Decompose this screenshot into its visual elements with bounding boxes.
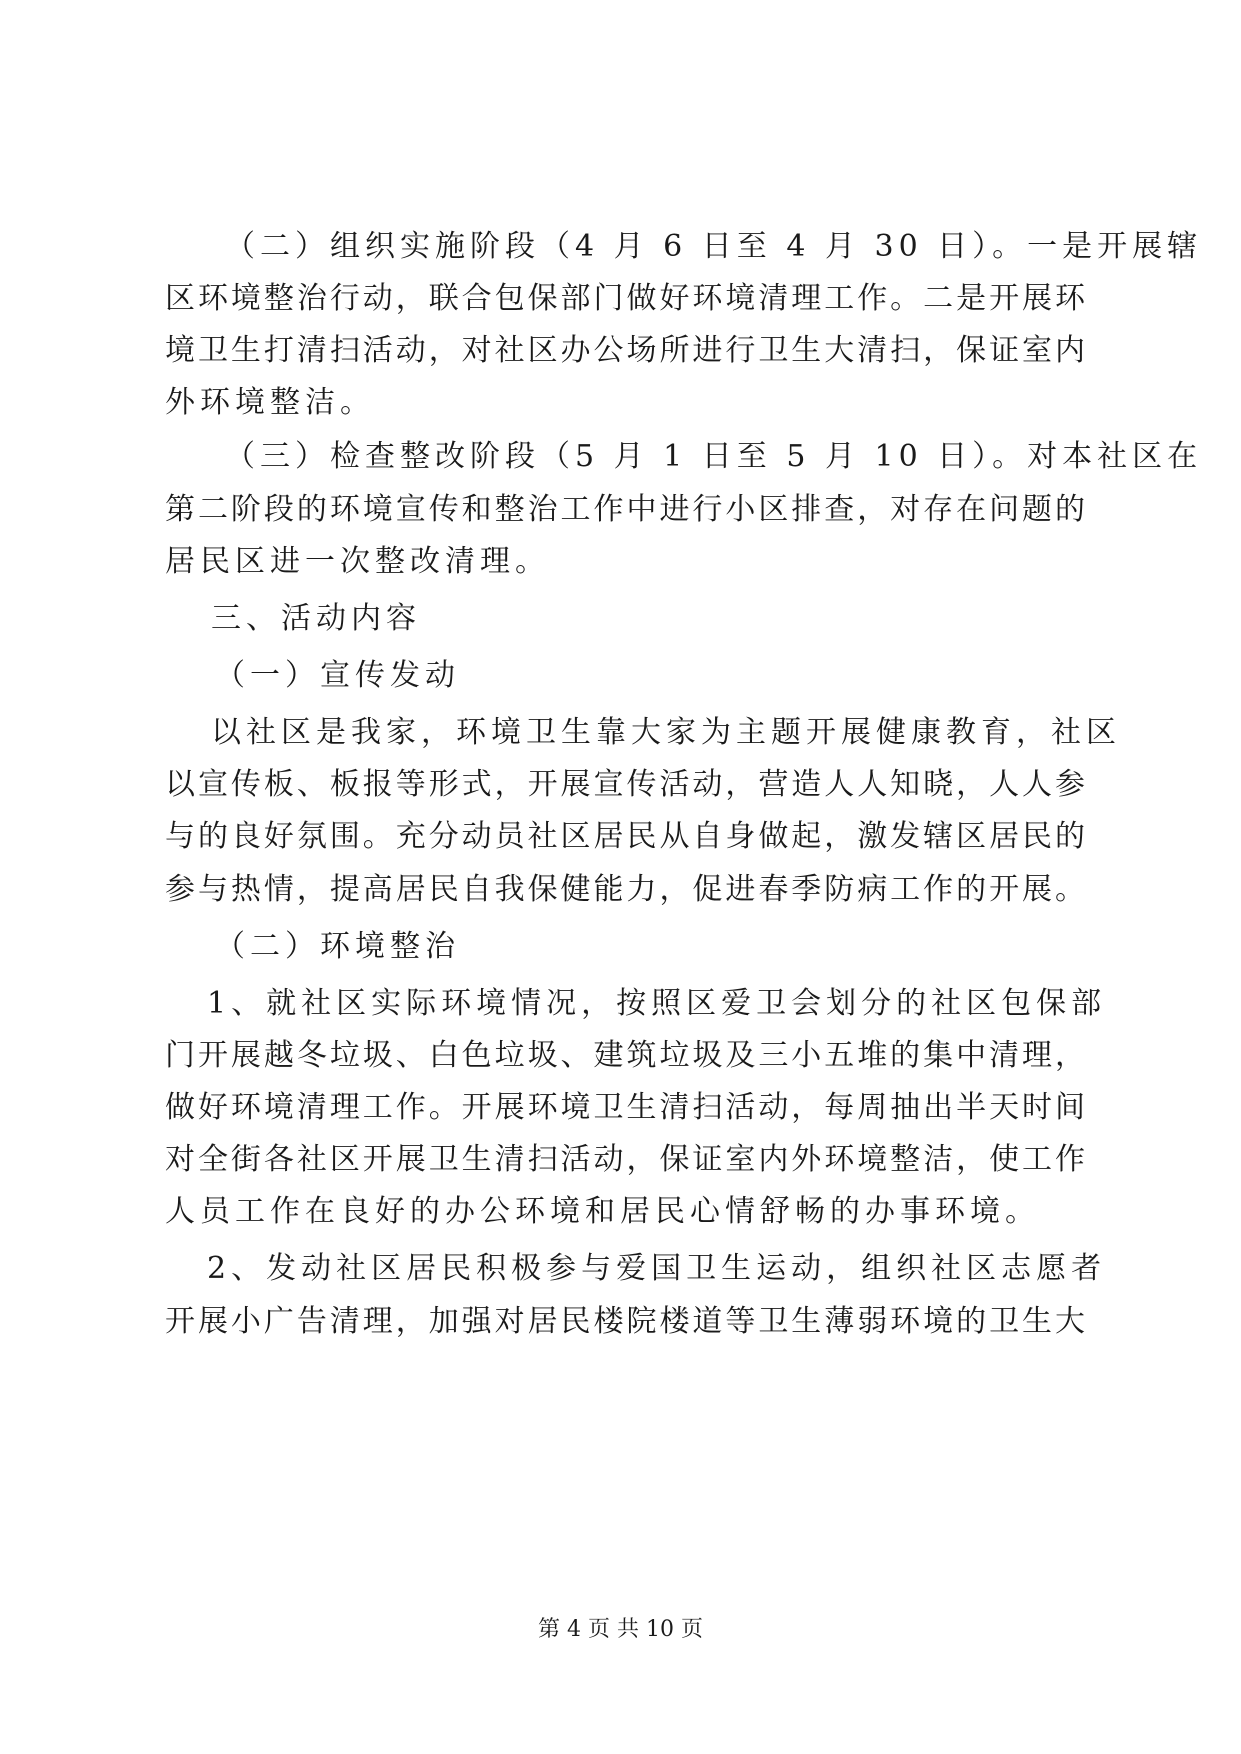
text-line: 参与热情，提高居民自我保健能力，促进春季防病工作的开展。 — [165, 872, 1085, 907]
section-heading: 三、活动内容 — [211, 601, 421, 636]
text-line: （二）组织实施阶段（4 月 6 日至 4 月 30 日）。一是开展辖 — [225, 229, 1203, 264]
text-line: 人员工作在良好的办公环境和居民心情舒畅的办事环境。 — [165, 1194, 1040, 1229]
text-line: 以宣传板、板报等形式，开展宣传活动，营造人人知晓，人人参 — [165, 767, 1085, 802]
text-line: 1、就社区实际环境情况，按照区爱卫会划分的社区包保部 — [207, 986, 1107, 1021]
text-line: 做好环境清理工作。开展环境卫生清扫活动，每周抽出半天时间 — [165, 1090, 1085, 1125]
text-line: 门开展越冬垃圾、白色垃圾、建筑垃圾及三小五堆的集中清理， — [165, 1038, 1085, 1073]
text-line: 开展小广告清理，加强对居民楼院楼道等卫生薄弱环境的卫生大 — [165, 1304, 1085, 1339]
text-line: 对全街各社区开展卫生清扫活动，保证室内外环境整洁，使工作 — [165, 1142, 1085, 1177]
subsection-heading: （二）环境整治 — [215, 929, 460, 964]
text-line: 境卫生打清扫活动，对社区办公场所进行卫生大清扫，保证室内 — [165, 333, 1085, 368]
text-line: 居民区进一次整改清理。 — [165, 544, 550, 579]
page-number: 第 4 页 共 10 页 — [538, 1617, 703, 1642]
text-line: 第二阶段的环境宣传和整治工作中进行小区排查，对存在问题的 — [165, 492, 1085, 527]
text-line: （三）检查整改阶段（5 月 1 日至 5 月 10 日）。对本社区在 — [225, 439, 1203, 474]
text-line: 外环境整洁。 — [165, 385, 375, 420]
text-line: 区环境整治行动，联合包保部门做好环境清理工作。二是开展环 — [165, 281, 1085, 316]
text-line: 以社区是我家，环境卫生靠大家为主题开展健康教育，社区 — [211, 715, 1121, 750]
text-line: 2、发动社区居民积极参与爱国卫生运动，组织社区志愿者 — [207, 1251, 1107, 1286]
subsection-heading: （一）宣传发动 — [215, 658, 460, 693]
text-line: 与的良好氛围。充分动员社区居民从自身做起，激发辖区居民的 — [165, 819, 1085, 854]
